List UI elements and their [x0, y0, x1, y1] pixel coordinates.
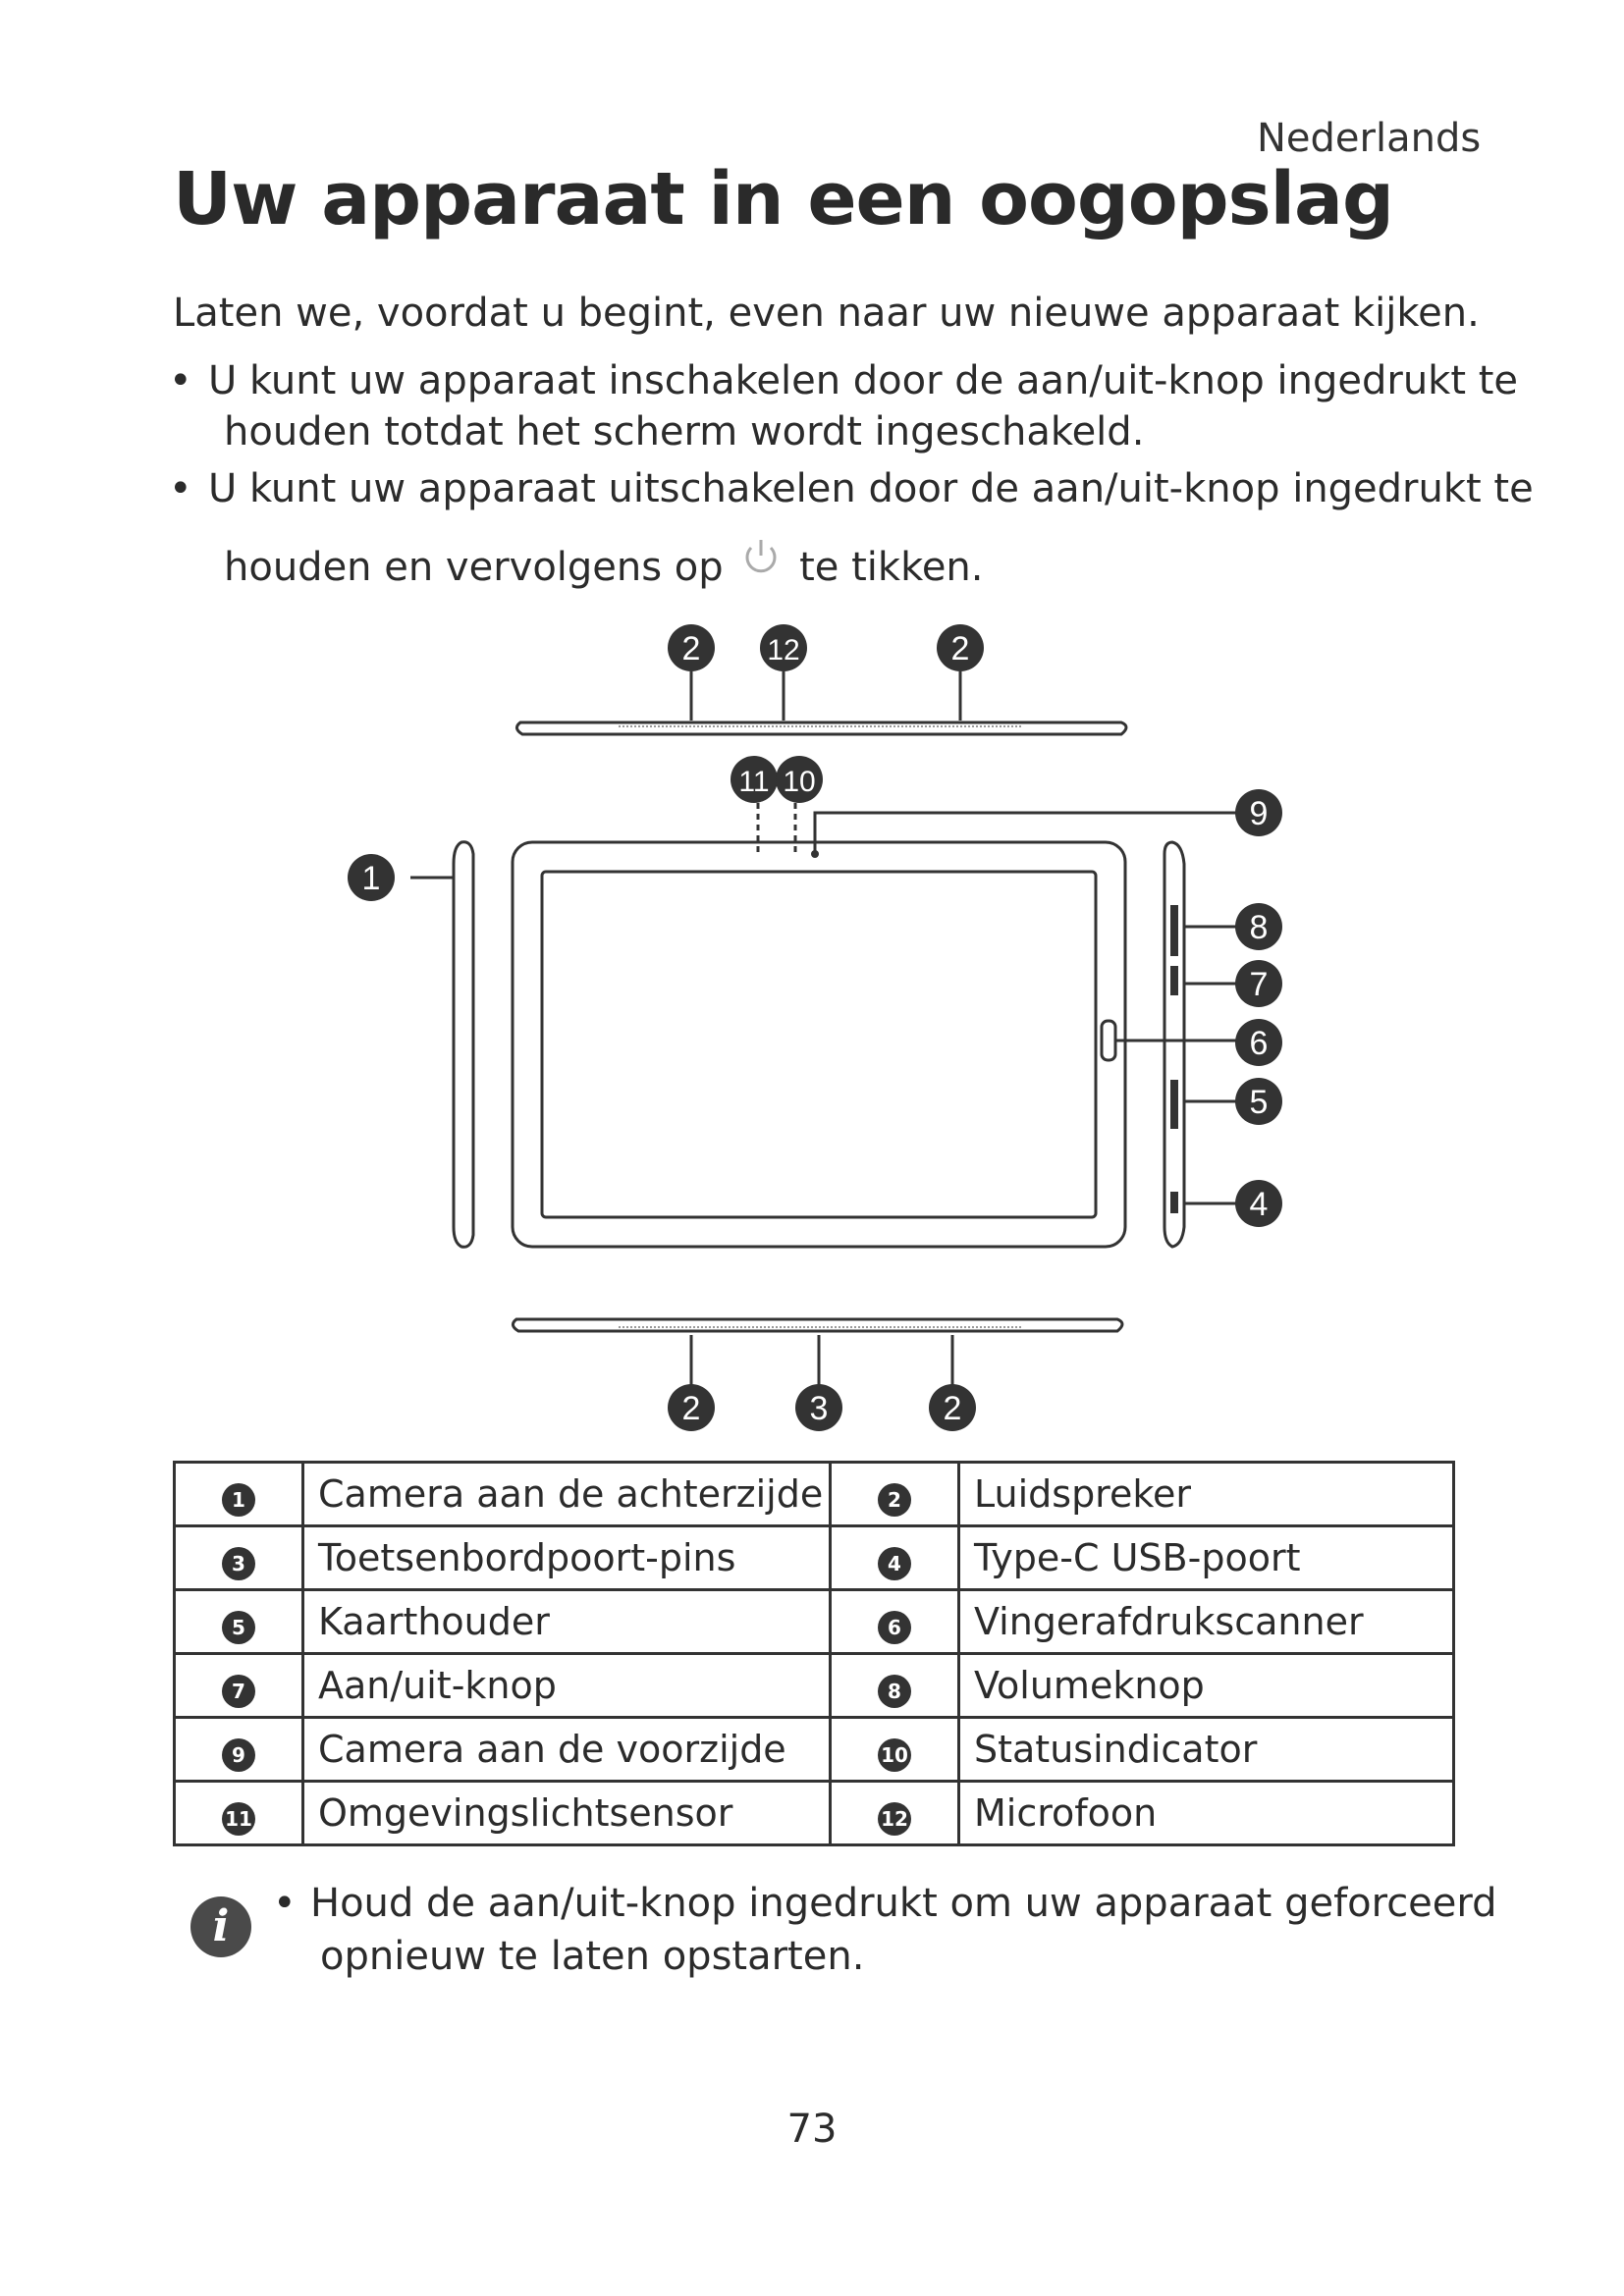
- note-line: opnieuw te laten opstarten.: [320, 1934, 865, 1979]
- table-row: [175, 1782, 1454, 1845]
- callout-5: [1235, 1078, 1282, 1125]
- callout-2: [668, 1384, 715, 1431]
- table-cell-number: [831, 1590, 959, 1654]
- callout-4: [1235, 1180, 1282, 1227]
- bullet-line: houden totdat het scherm wordt ingeschakeld.: [224, 409, 1145, 454]
- table-cell-number: [831, 1463, 959, 1526]
- table-cell-number: [831, 1782, 959, 1845]
- table-row: [175, 1718, 1454, 1782]
- status-indicator: [811, 850, 819, 858]
- callout-9: [1235, 789, 1282, 836]
- table-cell-label: Kaarthouder: [303, 1590, 831, 1654]
- callout-2: [929, 1384, 976, 1431]
- callout-label: 1: [361, 860, 381, 897]
- table-cell-label: Microfoon: [959, 1782, 1454, 1845]
- bullet-dot: •: [169, 466, 192, 511]
- page-title: Uw apparaat in een oogopslag: [173, 157, 1393, 241]
- callout-label: 3: [809, 1390, 829, 1427]
- table-cell-label: Camera aan de achterzijde: [303, 1463, 831, 1526]
- callout-8: [1235, 903, 1282, 950]
- number-badge: 8: [878, 1675, 911, 1708]
- number-badge: 3: [222, 1547, 255, 1580]
- callout-11: [731, 756, 778, 803]
- device-right-edge: [1164, 842, 1184, 1247]
- table-cell-label: Vingerafdrukscanner: [959, 1590, 1454, 1654]
- number-badge: 4: [878, 1547, 911, 1580]
- number-badge: 12: [878, 1802, 911, 1836]
- table-row: [175, 1654, 1454, 1718]
- callout-label: 9: [1249, 795, 1269, 832]
- callout-label: 2: [681, 630, 701, 667]
- table-cell-number: [175, 1782, 303, 1845]
- callout-label: 11: [738, 766, 770, 798]
- table-cell-label: Luidspreker: [959, 1463, 1454, 1526]
- table-cell-label: Volumeknop: [959, 1654, 1454, 1718]
- callout-2: [937, 624, 984, 671]
- bullet-dot: •: [169, 358, 192, 403]
- callout-label: 2: [681, 1390, 701, 1427]
- callout-label: 8: [1249, 909, 1269, 946]
- table-cell-label: Aan/uit-knop: [303, 1654, 831, 1718]
- table-cell-number: [175, 1463, 303, 1526]
- fingerprint-sensor: [1102, 1021, 1115, 1060]
- page-number: 73: [786, 2107, 838, 2152]
- note-text: [273, 1877, 1497, 1983]
- callout-2: [668, 624, 715, 671]
- device-bottom-edge: [513, 1319, 1122, 1331]
- table-cell-label: Statusindicator: [959, 1718, 1454, 1782]
- number-badge: 11: [222, 1802, 255, 1836]
- bullet-line: U kunt uw apparaat inschakelen door de aan/uit-knop ingedrukt te: [208, 358, 1519, 403]
- callout-6: [1235, 1019, 1282, 1066]
- number-badge: 10: [878, 1738, 911, 1772]
- power-key: [1170, 966, 1178, 995]
- table-cell-number: [175, 1526, 303, 1590]
- callout-3: [795, 1384, 842, 1431]
- callout-label: 5: [1249, 1084, 1269, 1121]
- number-badge: 9: [222, 1738, 255, 1772]
- callout-label: 2: [943, 1390, 962, 1427]
- intro-text: Laten we, voordat u begint, even naar uw nieuwe apparaat kijken.: [173, 291, 1480, 336]
- table-cell-label: Type-C USB-poort: [959, 1526, 1454, 1590]
- table-cell-label: Camera aan de voorzijde: [303, 1718, 831, 1782]
- table-cell-label: Omgevingslichtsensor: [303, 1782, 831, 1845]
- language-label: Nederlands: [1257, 116, 1482, 161]
- table-cell-number: [831, 1654, 959, 1718]
- number-badge: 2: [878, 1483, 911, 1517]
- callout-1: [348, 854, 395, 901]
- table-row: [175, 1463, 1454, 1526]
- device-top-edge: [516, 722, 1126, 734]
- table-cell-number: [175, 1718, 303, 1782]
- table-row: [175, 1590, 1454, 1654]
- callout-label: 4: [1249, 1186, 1269, 1223]
- parts-table: [173, 1461, 1455, 1846]
- card-holder: [1170, 1080, 1178, 1129]
- number-badge: 1: [222, 1483, 255, 1517]
- volume-key: [1170, 905, 1178, 956]
- number-badge: 5: [222, 1611, 255, 1644]
- callout-label: 10: [783, 766, 816, 798]
- callout-label: 12: [767, 634, 800, 667]
- table-cell-number: [831, 1718, 959, 1782]
- table-row: [175, 1526, 1454, 1590]
- table-cell-number: [175, 1590, 303, 1654]
- note-line: Houd de aan/uit-knop ingedrukt om uw apparaat geforceerd: [310, 1881, 1497, 1926]
- table-cell-number: [831, 1526, 959, 1590]
- callout-label: 2: [950, 630, 970, 667]
- bullet-line: U kunt uw apparaat uitschakelen door de aan/uit-knop ingedrukt te: [208, 466, 1534, 511]
- device-left-edge: [454, 842, 473, 1248]
- device-screen: [542, 872, 1096, 1217]
- number-badge: 6: [878, 1611, 911, 1644]
- callout-7: [1235, 960, 1282, 1007]
- usb-port: [1170, 1192, 1178, 1213]
- callout-10: [776, 756, 823, 803]
- table-cell-label: Toetsenbordpoort-pins: [303, 1526, 831, 1590]
- bullet-text: te tikken.: [799, 545, 984, 590]
- device-front: [513, 842, 1125, 1247]
- table-cell-number: [175, 1654, 303, 1718]
- bullet-text: houden en vervolgens op: [224, 545, 724, 590]
- callout-label: 6: [1249, 1025, 1269, 1062]
- callout-label: 7: [1249, 966, 1269, 1003]
- callout-12: [760, 624, 807, 671]
- info-icon: i: [190, 1896, 251, 1957]
- number-badge: 7: [222, 1675, 255, 1708]
- bullet-dot: •: [273, 1881, 297, 1926]
